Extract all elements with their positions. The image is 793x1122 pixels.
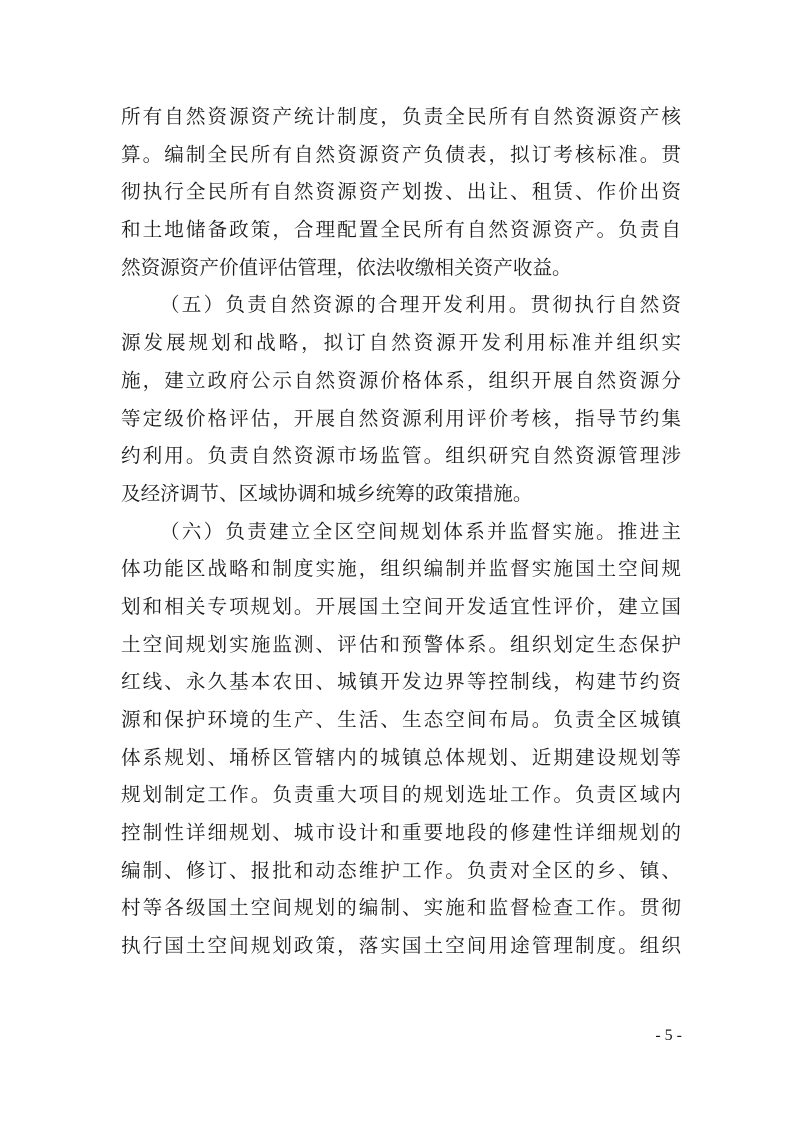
text-line: 控制性详细规划、城市设计和重要地段的修建性详细规划的 bbox=[121, 821, 681, 845]
text-line: 源和保护环境的生产、生活、生态空间布局。负责全区城镇 bbox=[121, 708, 681, 731]
text-line: 然资源资产价值评估管理，依法收缴相关资产收益。 bbox=[121, 255, 572, 279]
text-line: 等定级价格评估，开展自然资源利用评价考核，指导节约集 bbox=[121, 406, 681, 430]
text-line: 划和相关专项规划。开展国土空间开发适宜性评价，建立国 bbox=[121, 594, 681, 618]
text-line: 所有自然资源资产统计制度，负责全民所有自然资源资产核 bbox=[121, 105, 681, 128]
text-line: 施，建立政府公示自然资源价格体系，组织开展自然资源分 bbox=[121, 368, 681, 392]
text-line: 编制、修订、报批和动态维护工作。负责对全区的乡、镇、 bbox=[121, 858, 681, 882]
text-line: 规划制定工作。负责重大项目的规划选址工作。负责区域内 bbox=[121, 783, 681, 807]
text-line: 村等各级国土空间规划的编制、实施和监督检查工作。贯彻 bbox=[121, 896, 681, 920]
text-line: 和土地储备政策，合理配置全民所有自然资源资产。负责自 bbox=[121, 218, 681, 242]
page-number: - 5 - bbox=[655, 1027, 682, 1044]
text-line: （六）负责建立全区空间规划体系并监督实施。推进主 bbox=[160, 519, 681, 543]
text-line: 及经济调节、区域协调和城乡统筹的政策措施。 bbox=[121, 481, 533, 505]
text-line: 执行国土空间规划政策，落实国土空间用途管理制度。组织 bbox=[121, 934, 681, 958]
text-line: 彻执行全民所有自然资源资产划拨、出让、租赁、作价出资 bbox=[121, 180, 681, 204]
text-line: 源发展规划和战略，拟订自然资源开发利用标准并组织实 bbox=[121, 331, 681, 355]
text-line: （五）负责自然资源的合理开发利用。贯彻执行自然资 bbox=[160, 293, 681, 317]
text-line: 体功能区战略和制度实施，组织编制并监督实施国土空间规 bbox=[121, 557, 681, 581]
body-text bbox=[121, 98, 681, 965]
text-line: 土空间规划实施监测、评估和预警体系。组织划定生态保护 bbox=[121, 632, 681, 656]
text-line: 约利用。负责自然资源市场监管。组织研究自然资源管理涉 bbox=[121, 444, 681, 468]
text-line: 体系规划、埇桥区管辖内的城镇总体规划、近期建设规划等 bbox=[121, 745, 681, 769]
text-line: 红线、永久基本农田、城镇开发边界等控制线，构建节约资 bbox=[121, 670, 681, 694]
text-line: 算。编制全民所有自然资源资产负债表，拟订考核标准。贯 bbox=[121, 142, 681, 166]
